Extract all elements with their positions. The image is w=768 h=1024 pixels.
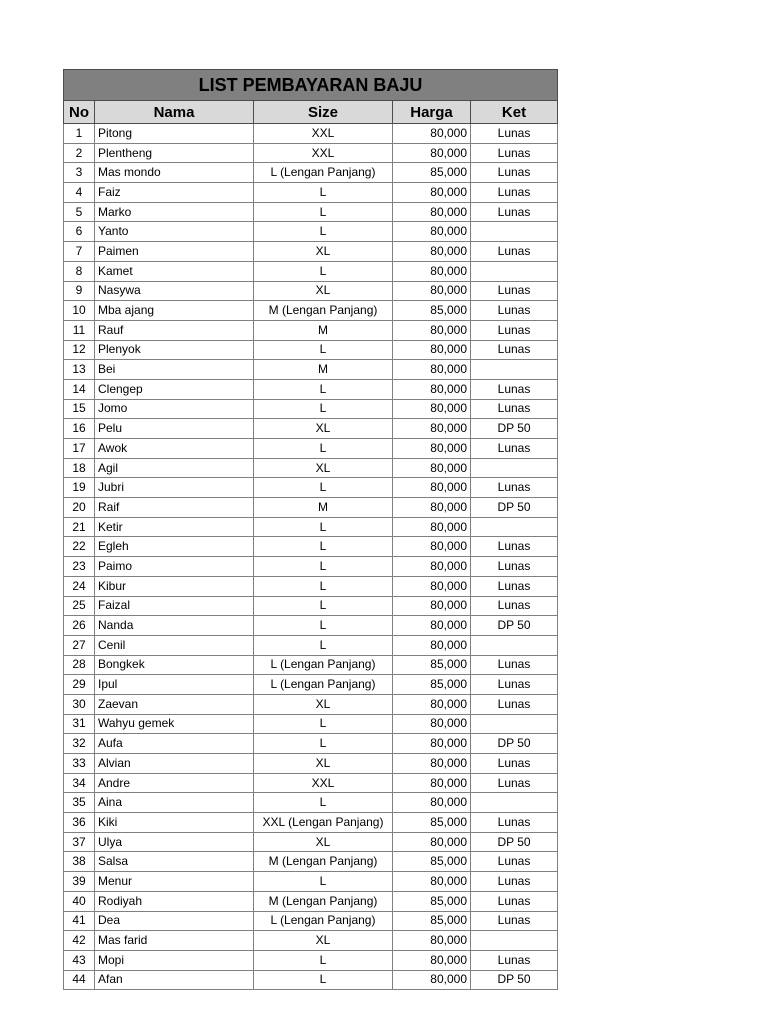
table-row	[64, 537, 558, 557]
table-row	[64, 694, 558, 714]
cell-nama[interactable]: Agil	[95, 458, 254, 478]
header-row	[64, 101, 558, 124]
cell-no[interactable]: 27	[64, 635, 95, 655]
cell-harga[interactable]: 80,000	[393, 832, 471, 852]
cell-harga[interactable]: 80,000	[393, 616, 471, 636]
cell-nama[interactable]: Mba ajang	[95, 301, 254, 321]
cell-size[interactable]: L	[254, 379, 393, 399]
cell-ket[interactable]: Lunas	[471, 694, 558, 714]
cell-size[interactable]: XL	[254, 754, 393, 774]
cell-size[interactable]: L (Lengan Panjang)	[254, 911, 393, 931]
cell-nama[interactable]: Mas farid	[95, 931, 254, 951]
cell-ket[interactable]: Lunas	[471, 320, 558, 340]
cell-no[interactable]: 34	[64, 773, 95, 793]
cell-harga[interactable]: 80,000	[393, 340, 471, 360]
table-row	[64, 872, 558, 892]
cell-ket[interactable]: DP 50	[471, 498, 558, 518]
cell-harga[interactable]: 80,000	[393, 635, 471, 655]
table-row	[64, 832, 558, 852]
table-row	[64, 419, 558, 439]
table-row	[64, 261, 558, 281]
cell-ket[interactable]	[471, 261, 558, 281]
cell-no[interactable]: 15	[64, 399, 95, 419]
cell-ket[interactable]: Lunas	[471, 950, 558, 970]
cell-no[interactable]: 37	[64, 832, 95, 852]
cell-nama[interactable]: Rodiyah	[95, 891, 254, 911]
cell-nama[interactable]: Faizal	[95, 596, 254, 616]
cell-nama[interactable]: Clengep	[95, 379, 254, 399]
cell-harga[interactable]: 80,000	[393, 950, 471, 970]
cell-no[interactable]: 21	[64, 517, 95, 537]
cell-no[interactable]: 42	[64, 931, 95, 951]
cell-size[interactable]: XXL	[254, 124, 393, 144]
cell-size[interactable]: XXL	[254, 773, 393, 793]
cell-harga[interactable]: 80,000	[393, 458, 471, 478]
cell-no[interactable]: 22	[64, 537, 95, 557]
cell-no[interactable]: 25	[64, 596, 95, 616]
table-row	[64, 379, 558, 399]
cell-harga[interactable]: 80,000	[393, 498, 471, 518]
table-row	[64, 360, 558, 380]
cell-no[interactable]: 38	[64, 852, 95, 872]
cell-nama[interactable]: Jomo	[95, 399, 254, 419]
cell-size[interactable]: L	[254, 714, 393, 734]
cell-size[interactable]: L	[254, 872, 393, 892]
cell-no[interactable]: 12	[64, 340, 95, 360]
table-row	[64, 320, 558, 340]
cell-harga[interactable]: 85,000	[393, 301, 471, 321]
cell-size[interactable]: L	[254, 616, 393, 636]
cell-size[interactable]: L	[254, 970, 393, 990]
cell-no[interactable]: 31	[64, 714, 95, 734]
cell-no[interactable]: 19	[64, 478, 95, 498]
cell-size[interactable]: M	[254, 498, 393, 518]
table-row	[64, 891, 558, 911]
cell-harga[interactable]: 80,000	[393, 537, 471, 557]
cell-size[interactable]: L	[254, 734, 393, 754]
cell-harga[interactable]: 80,000	[393, 379, 471, 399]
cell-ket[interactable]: Lunas	[471, 183, 558, 203]
cell-no[interactable]: 33	[64, 754, 95, 774]
table-row	[64, 163, 558, 183]
cell-ket[interactable]: Lunas	[471, 124, 558, 144]
cell-harga[interactable]: 80,000	[393, 320, 471, 340]
cell-ket[interactable]: Lunas	[471, 478, 558, 498]
cell-size[interactable]: XL	[254, 931, 393, 951]
cell-no[interactable]: 26	[64, 616, 95, 636]
cell-size[interactable]: L	[254, 517, 393, 537]
cell-no[interactable]: 18	[64, 458, 95, 478]
cell-ket[interactable]: Lunas	[471, 596, 558, 616]
cell-size[interactable]: XL	[254, 458, 393, 478]
cell-no[interactable]: 6	[64, 222, 95, 242]
table-row	[64, 124, 558, 144]
cell-size[interactable]: L	[254, 950, 393, 970]
cell-no[interactable]: 4	[64, 183, 95, 203]
table-row	[64, 202, 558, 222]
cell-nama[interactable]: Jubri	[95, 478, 254, 498]
cell-ket[interactable]: Lunas	[471, 439, 558, 459]
cell-nama[interactable]: Kibur	[95, 576, 254, 596]
table-row	[64, 222, 558, 242]
cell-ket[interactable]: Lunas	[471, 143, 558, 163]
cell-ket[interactable]	[471, 458, 558, 478]
cell-size[interactable]: L	[254, 635, 393, 655]
cell-nama[interactable]: Faiz	[95, 183, 254, 203]
table-title: LIST PEMBAYARAN BAJU	[64, 70, 558, 101]
cell-no[interactable]: 17	[64, 439, 95, 459]
cell-nama[interactable]: Ketir	[95, 517, 254, 537]
cell-nama[interactable]: Paimo	[95, 557, 254, 577]
cell-harga[interactable]: 80,000	[393, 183, 471, 203]
cell-ket[interactable]	[471, 793, 558, 813]
header-nama: Nama	[95, 101, 254, 124]
cell-ket[interactable]: Lunas	[471, 754, 558, 774]
cell-ket[interactable]: Lunas	[471, 202, 558, 222]
cell-no[interactable]: 23	[64, 557, 95, 577]
cell-no[interactable]: 28	[64, 655, 95, 675]
cell-no[interactable]: 7	[64, 242, 95, 262]
cell-nama[interactable]: Zaevan	[95, 694, 254, 714]
table-row	[64, 340, 558, 360]
cell-size[interactable]: M (Lengan Panjang)	[254, 301, 393, 321]
cell-nama[interactable]: Egleh	[95, 537, 254, 557]
cell-ket[interactable]	[471, 222, 558, 242]
cell-nama[interactable]: Pitong	[95, 124, 254, 144]
cell-size[interactable]: XL	[254, 694, 393, 714]
cell-no[interactable]: 3	[64, 163, 95, 183]
cell-harga[interactable]: 80,000	[393, 143, 471, 163]
cell-ket[interactable]: Lunas	[471, 301, 558, 321]
cell-harga[interactable]: 80,000	[393, 419, 471, 439]
table-row	[64, 931, 558, 951]
cell-harga[interactable]: 80,000	[393, 261, 471, 281]
table-row	[64, 655, 558, 675]
table-row	[64, 852, 558, 872]
cell-harga[interactable]: 80,000	[393, 124, 471, 144]
cell-ket[interactable]: DP 50	[471, 832, 558, 852]
cell-ket[interactable]: Lunas	[471, 399, 558, 419]
cell-ket[interactable]: Lunas	[471, 675, 558, 695]
cell-ket[interactable]: DP 50	[471, 419, 558, 439]
cell-harga[interactable]: 85,000	[393, 852, 471, 872]
cell-harga[interactable]: 80,000	[393, 360, 471, 380]
cell-size[interactable]: M	[254, 360, 393, 380]
cell-size[interactable]: L	[254, 222, 393, 242]
payment-list-sheet	[63, 69, 557, 990]
cell-nama[interactable]: Rauf	[95, 320, 254, 340]
cell-nama[interactable]: Afan	[95, 970, 254, 990]
cell-no[interactable]: 43	[64, 950, 95, 970]
cell-harga[interactable]: 85,000	[393, 675, 471, 695]
table-row	[64, 754, 558, 774]
cell-size[interactable]: L	[254, 399, 393, 419]
table-row	[64, 813, 558, 833]
cell-harga[interactable]: 80,000	[393, 557, 471, 577]
cell-nama[interactable]: Ipul	[95, 675, 254, 695]
cell-no[interactable]: 10	[64, 301, 95, 321]
cell-no[interactable]: 30	[64, 694, 95, 714]
cell-harga[interactable]: 80,000	[393, 517, 471, 537]
table-row	[64, 793, 558, 813]
cell-size[interactable]: XXL (Lengan Panjang)	[254, 813, 393, 833]
cell-size[interactable]: L	[254, 793, 393, 813]
cell-no[interactable]: 35	[64, 793, 95, 813]
cell-nama[interactable]: Nasywa	[95, 281, 254, 301]
table-row	[64, 439, 558, 459]
cell-size[interactable]: XL	[254, 242, 393, 262]
cell-size[interactable]: L	[254, 261, 393, 281]
table-row	[64, 911, 558, 931]
cell-ket[interactable]	[471, 517, 558, 537]
cell-nama[interactable]: Plenyok	[95, 340, 254, 360]
cell-nama[interactable]: Awok	[95, 439, 254, 459]
cell-nama[interactable]: Plentheng	[95, 143, 254, 163]
cell-nama[interactable]: Aina	[95, 793, 254, 813]
cell-size[interactable]: M (Lengan Panjang)	[254, 891, 393, 911]
cell-ket[interactable]: Lunas	[471, 576, 558, 596]
cell-ket[interactable]: Lunas	[471, 813, 558, 833]
cell-nama[interactable]: Alvian	[95, 754, 254, 774]
cell-harga[interactable]: 80,000	[393, 754, 471, 774]
cell-no[interactable]: 24	[64, 576, 95, 596]
cell-ket[interactable]: DP 50	[471, 970, 558, 990]
title-row	[64, 70, 558, 101]
cell-no[interactable]: 39	[64, 872, 95, 892]
table-row	[64, 301, 558, 321]
cell-size[interactable]: XL	[254, 281, 393, 301]
cell-no[interactable]: 5	[64, 202, 95, 222]
cell-no[interactable]: 1	[64, 124, 95, 144]
cell-size[interactable]: L	[254, 340, 393, 360]
cell-size[interactable]: L	[254, 439, 393, 459]
cell-harga[interactable]: 80,000	[393, 793, 471, 813]
cell-ket[interactable]: Lunas	[471, 911, 558, 931]
cell-nama[interactable]: Raif	[95, 498, 254, 518]
cell-ket[interactable]: Lunas	[471, 379, 558, 399]
cell-ket[interactable]: Lunas	[471, 891, 558, 911]
cell-harga[interactable]: 80,000	[393, 931, 471, 951]
table-row	[64, 143, 558, 163]
cell-harga[interactable]: 80,000	[393, 439, 471, 459]
cell-size[interactable]: L	[254, 478, 393, 498]
table-row	[64, 773, 558, 793]
cell-ket[interactable]: Lunas	[471, 872, 558, 892]
cell-harga[interactable]: 80,000	[393, 202, 471, 222]
cell-no[interactable]: 40	[64, 891, 95, 911]
header-harga: Harga	[393, 101, 471, 124]
cell-size[interactable]: L	[254, 576, 393, 596]
cell-nama[interactable]: Mopi	[95, 950, 254, 970]
cell-no[interactable]: 16	[64, 419, 95, 439]
cell-harga[interactable]: 80,000	[393, 872, 471, 892]
cell-nama[interactable]: Bei	[95, 360, 254, 380]
cell-size[interactable]: M	[254, 320, 393, 340]
cell-nama[interactable]: Mas mondo	[95, 163, 254, 183]
cell-nama[interactable]: Salsa	[95, 852, 254, 872]
cell-size[interactable]: L	[254, 596, 393, 616]
cell-ket[interactable]: Lunas	[471, 163, 558, 183]
cell-size[interactable]: L (Lengan Panjang)	[254, 655, 393, 675]
cell-nama[interactable]: Andre	[95, 773, 254, 793]
cell-harga[interactable]: 80,000	[393, 596, 471, 616]
table-row	[64, 675, 558, 695]
cell-harga[interactable]: 85,000	[393, 813, 471, 833]
cell-size[interactable]: M (Lengan Panjang)	[254, 852, 393, 872]
cell-ket[interactable]: Lunas	[471, 340, 558, 360]
cell-nama[interactable]: Aufa	[95, 734, 254, 754]
cell-harga[interactable]: 85,000	[393, 911, 471, 931]
cell-harga[interactable]: 80,000	[393, 734, 471, 754]
cell-nama[interactable]: Paimen	[95, 242, 254, 262]
cell-no[interactable]: 14	[64, 379, 95, 399]
cell-no[interactable]: 13	[64, 360, 95, 380]
cell-no[interactable]: 32	[64, 734, 95, 754]
cell-ket[interactable]: Lunas	[471, 537, 558, 557]
cell-no[interactable]: 36	[64, 813, 95, 833]
cell-size[interactable]: L (Lengan Panjang)	[254, 675, 393, 695]
cell-no[interactable]: 11	[64, 320, 95, 340]
cell-size[interactable]: L	[254, 202, 393, 222]
cell-harga[interactable]: 80,000	[393, 714, 471, 734]
cell-ket[interactable]: Lunas	[471, 773, 558, 793]
cell-size[interactable]: L	[254, 183, 393, 203]
table-body	[64, 124, 558, 990]
cell-size[interactable]: XL	[254, 832, 393, 852]
table-row	[64, 714, 558, 734]
cell-ket[interactable]: Lunas	[471, 281, 558, 301]
cell-size[interactable]: L (Lengan Panjang)	[254, 163, 393, 183]
cell-ket[interactable]	[471, 714, 558, 734]
cell-harga[interactable]: 80,000	[393, 242, 471, 262]
table-row	[64, 281, 558, 301]
cell-nama[interactable]: Nanda	[95, 616, 254, 636]
table-row	[64, 970, 558, 990]
table-row	[64, 498, 558, 518]
cell-nama[interactable]: Menur	[95, 872, 254, 892]
cell-nama[interactable]: Kiki	[95, 813, 254, 833]
cell-harga[interactable]: 85,000	[393, 163, 471, 183]
cell-nama[interactable]: Wahyu gemek	[95, 714, 254, 734]
cell-harga[interactable]: 80,000	[393, 576, 471, 596]
table-row	[64, 734, 558, 754]
cell-harga[interactable]: 80,000	[393, 222, 471, 242]
header-size: Size	[254, 101, 393, 124]
table-row	[64, 616, 558, 636]
cell-ket[interactable]: Lunas	[471, 655, 558, 675]
cell-size[interactable]: XXL	[254, 143, 393, 163]
table-row	[64, 242, 558, 262]
cell-size[interactable]: L	[254, 557, 393, 577]
cell-harga[interactable]: 80,000	[393, 773, 471, 793]
cell-nama[interactable]: Kamet	[95, 261, 254, 281]
table-row	[64, 517, 558, 537]
header-ket: Ket	[471, 101, 558, 124]
cell-nama[interactable]: Ulya	[95, 832, 254, 852]
cell-nama[interactable]: Bongkek	[95, 655, 254, 675]
table-row	[64, 478, 558, 498]
cell-harga[interactable]: 85,000	[393, 891, 471, 911]
cell-size[interactable]: L	[254, 537, 393, 557]
cell-ket[interactable]: Lunas	[471, 557, 558, 577]
cell-no[interactable]: 44	[64, 970, 95, 990]
cell-harga[interactable]: 80,000	[393, 694, 471, 714]
cell-ket[interactable]	[471, 635, 558, 655]
table-row	[64, 183, 558, 203]
cell-harga[interactable]: 85,000	[393, 655, 471, 675]
cell-nama[interactable]: Yanto	[95, 222, 254, 242]
cell-harga[interactable]: 80,000	[393, 478, 471, 498]
cell-harga[interactable]: 80,000	[393, 970, 471, 990]
cell-harga[interactable]: 80,000	[393, 281, 471, 301]
cell-ket[interactable]	[471, 931, 558, 951]
cell-harga[interactable]: 80,000	[393, 399, 471, 419]
cell-nama[interactable]: Cenil	[95, 635, 254, 655]
cell-nama[interactable]: Pelu	[95, 419, 254, 439]
header-no: No	[64, 101, 95, 124]
table-row	[64, 399, 558, 419]
cell-nama[interactable]: Dea	[95, 911, 254, 931]
cell-no[interactable]: 9	[64, 281, 95, 301]
cell-no[interactable]: 41	[64, 911, 95, 931]
table-row	[64, 950, 558, 970]
table-row	[64, 458, 558, 478]
cell-nama[interactable]: Marko	[95, 202, 254, 222]
table-row	[64, 596, 558, 616]
cell-no[interactable]: 29	[64, 675, 95, 695]
cell-no[interactable]: 2	[64, 143, 95, 163]
cell-no[interactable]: 20	[64, 498, 95, 518]
cell-no[interactable]: 8	[64, 261, 95, 281]
cell-size[interactable]: XL	[254, 419, 393, 439]
cell-ket[interactable]: Lunas	[471, 852, 558, 872]
table-row	[64, 576, 558, 596]
cell-ket[interactable]: DP 50	[471, 734, 558, 754]
cell-ket[interactable]: Lunas	[471, 242, 558, 262]
table-row	[64, 557, 558, 577]
cell-ket[interactable]: DP 50	[471, 616, 558, 636]
payment-table	[63, 69, 558, 990]
cell-ket[interactable]	[471, 360, 558, 380]
table-row	[64, 635, 558, 655]
